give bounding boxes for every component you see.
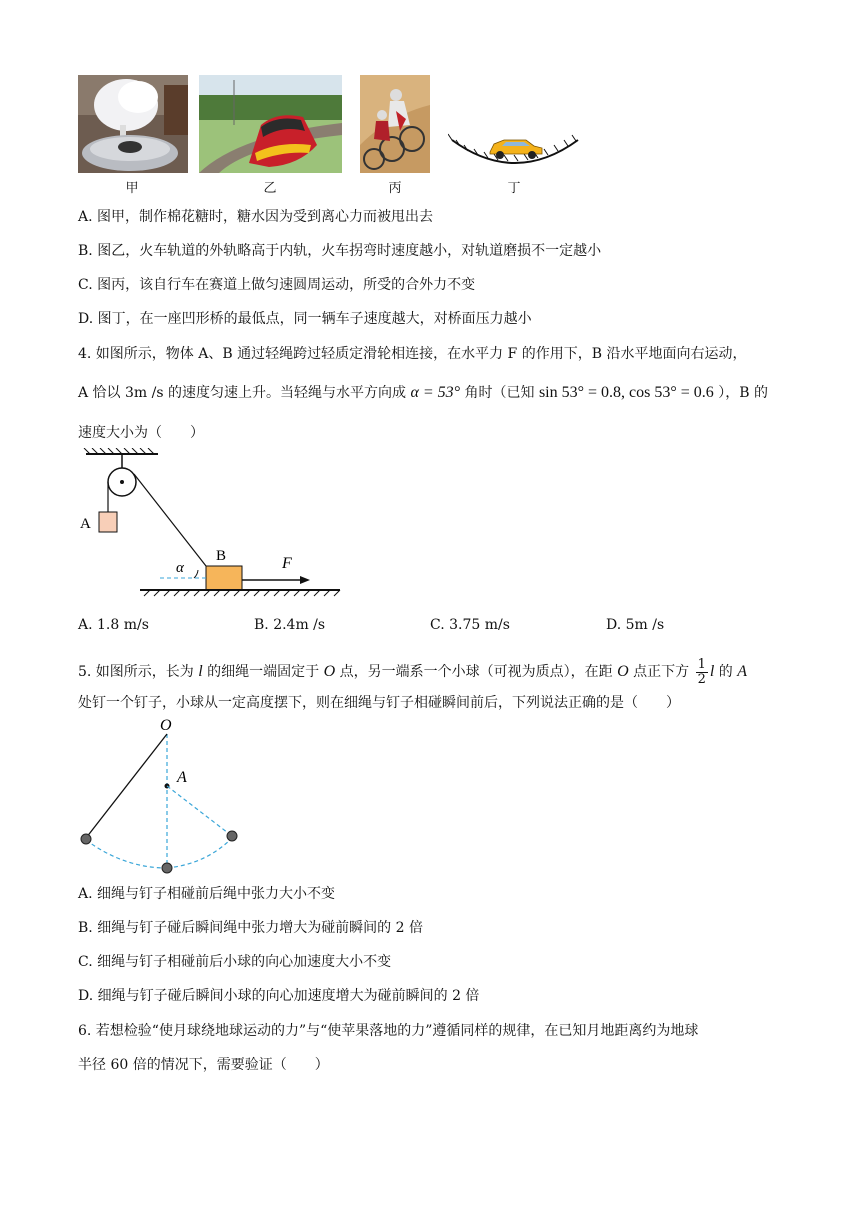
photo-train [199,75,342,173]
q4-line2a: A 恰以 3m /s 的速度匀速上升。当轻绳与水平方向成 [78,385,406,401]
caption-jia: 甲 [125,181,139,196]
q3-option-d: D. 图丁，在一座凹形桥的最低点，同一辆车子速度越大，对桥面压力越小 [78,311,532,327]
q5-o-2: O [617,663,629,680]
caption-bing: 丙 [388,181,402,196]
q4-pulley-diagram [78,448,348,608]
q5-option-a: A. 细绳与钉子相碰前后绳中张力大小不变 [78,886,336,902]
q4-trig-expr: sin 53° = 0.8, cos 53° = 0.6 [538,384,714,401]
q4-stem-line3: 速度大小为（ ） [78,425,204,441]
q4-option-a: A. 1.8 m/s [78,617,149,633]
label-alpha: α [176,560,184,576]
q5-line1e: 的 [718,664,733,680]
q5-stem-line2: 处钉一个钉子，小球从一定高度摆下，则在细绳与钉子相碰瞬间前后，下列说法正确的是（ ） [78,695,680,711]
q5-stem-line1 [78,652,747,692]
q5-option-b: B. 细绳与钉子碰后瞬间绳中张力增大为碰前瞬间的 2 倍 [78,920,423,936]
label-o: O [160,717,172,734]
q5-frac-num: 1 [697,656,706,672]
q4-stem-line1: 4. 如图所示，物体 A、B 通过轻绳跨过轻质定滑轮相连接，在水平力 F 的作用下，B 沿水平地面向右运动， [78,346,747,362]
block-b [206,566,242,590]
q5-a: A [737,663,747,680]
ball-left [81,834,91,844]
label-b: B [216,548,227,564]
q5-l-2: l [709,663,715,680]
label-a-point: A [177,769,187,786]
ball-bottom [162,863,172,873]
q5-fraction [696,658,708,687]
q5-option-c: C. 细绳与钉子相碰前后小球的向心加速度大小不变 [78,954,392,970]
q6-stem-line2: 半径 60 倍的情况下，需要验证（ ） [78,1057,329,1073]
ball-right [227,831,237,841]
q3-option-b: B. 图乙，火车轨道的外轨略高于内轨，火车拐弯时速度越小，对轨道磨损不一定越小 [78,243,602,259]
q4-stem-line2 [78,383,768,403]
caption-ding: 丁 [507,181,521,196]
caption-yi: 乙 [263,181,277,196]
block-a [99,512,117,532]
q5-line1c: 点，另一端系一个小球（可视为质点），在距 [339,664,613,680]
q4-option-d: D. 5m /s [606,617,665,633]
concave-bridge-car-diagram [448,118,582,170]
q5-l: l [198,663,203,680]
q4-line2b: 角时（已知 [464,385,535,401]
q4-angle-expr: α = 53° [410,384,461,401]
q5-line1d: 点正下方 [633,664,690,680]
q5-line1b: 的细绳一端固定于 [207,664,320,680]
label-a: A [80,516,91,532]
q5-option-d: D. 细绳与钉子碰后瞬间小球的向心加速度增大为碰前瞬间的 2 倍 [78,988,480,1004]
q5-o-1: O [323,663,336,680]
photo-cotton-candy [78,75,188,173]
q3-option-a: A. 图甲，制作棉花糖时，糖水因为受到离心力而被甩出去 [78,209,434,225]
q5-pendulum-diagram [74,714,254,874]
label-f: F [282,555,292,572]
q4-option-b: B. 2.4m /s [254,617,326,633]
photo-cyclists [360,75,430,173]
q3-option-c: C. 图丙，该自行车在赛道上做匀速圆周运动，所受的合外力不变 [78,277,476,293]
q5-line1a: 5. 如图所示，长为 [78,664,194,680]
q5-frac-den: 2 [697,671,706,687]
q6-stem-line1: 6. 若想检验“使月球绕地球运动的力”与“使苹果落地的力”遵循同样的规律，在已知月地距离约为地球 [78,1023,699,1039]
q4-option-c: C. 3.75 m/s [430,617,510,633]
q4-line2c: ），B 的 [718,385,768,401]
